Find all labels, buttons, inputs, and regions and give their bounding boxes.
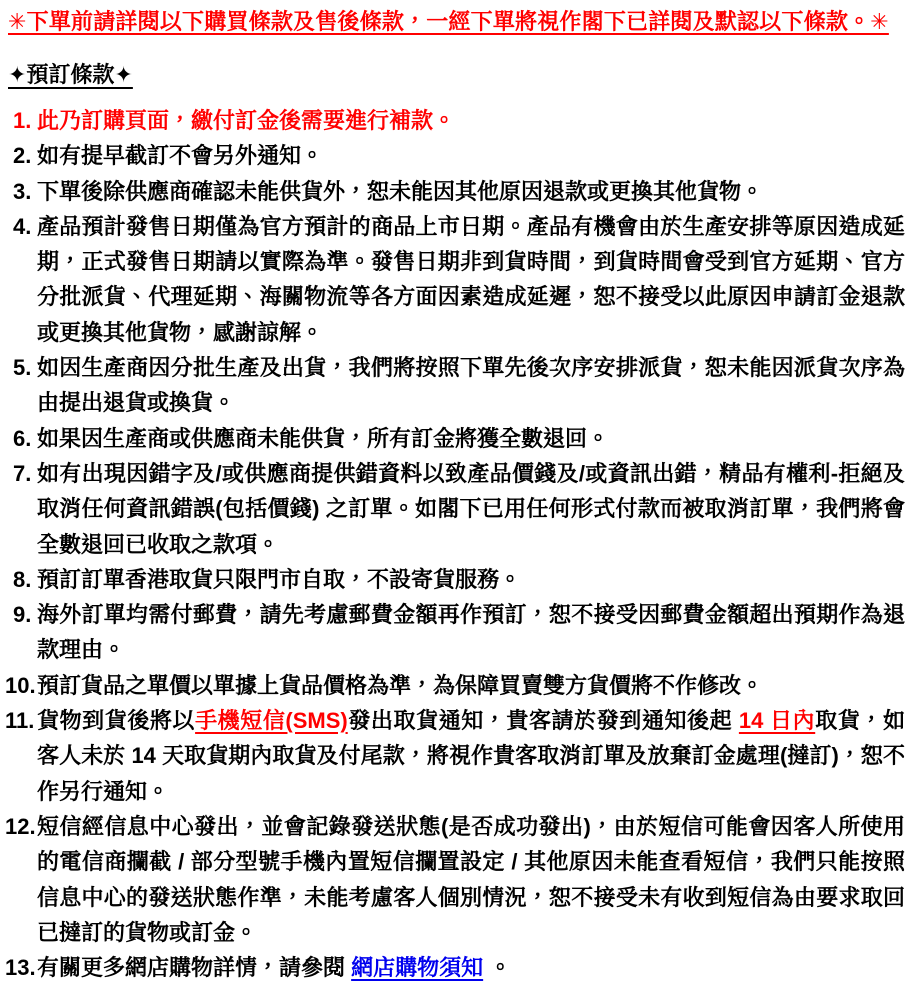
terms-list: [0, 103, 913, 985]
term-item-1: [0, 103, 905, 138]
term-text-10: 預訂貨品之單價以單據上貨品價格為準，為保障買賣雙方貨價將不作修改。: [37, 672, 764, 698]
term-item-13: [0, 950, 905, 985]
pickup-deadline-emphasis: 14 日內: [738, 708, 816, 734]
purchase-notice-text: ✳下單前請詳閱以下購買條款及售後條款，一經下單將視作閣下已詳閱及默認以下條款。✳: [8, 9, 889, 34]
term-item-2: [0, 138, 905, 173]
term-text-13a: 有關更多網店購物詳情，請參閱: [37, 955, 352, 981]
term-item-11: [0, 703, 905, 809]
term-item-12: [0, 809, 905, 950]
term-text-12: 短信經信息中心發出，並會記錄發送狀態(是否成功發出)，由於短信可能會因客人所使用的電信商攔截 / 部分型號手機內置短信攔置設定 / 其他原因未能查看短信，我們只能按照信息中心的發送狀態作準，未能考慮客人個別情況，恕不接受未有收到短信為由要求取回已撻訂的貨物或訂金。: [37, 813, 905, 945]
store-shopping-guide-link[interactable]: 網店購物須知: [351, 955, 484, 981]
term-text-11b: 發出取貨通知，貴客請於發到通知後起: [347, 708, 739, 734]
term-text-2: 如有提早截訂不會另外通知。: [37, 143, 324, 169]
term-text-11c: 取貨，如客人未於 14 天取貨期內取貨及付尾款，將視作貴客取消訂單及放棄訂金處理(撻訂)，恕不作另行通知。: [37, 708, 905, 804]
term-text-5: 如因生產商因分批生產及出貨，我們將按照下單先後次序安排派貨，恕未能因派貨次序為由提出退貨或換貨。: [37, 355, 905, 416]
term-text-4: 產品預計發售日期僅為官方預計的商品上市日期。產品有機會由於生產安排等原因造成延期，正式發售日期請以實際為準。發售日期非到貨時間，到貨時間會受到官方延期、官方分批派貨、代理延期、海關物流等各方面因素造成延遲，恕不接受以此原因申請訂金退款或更換其他貨物，感謝諒解。: [37, 213, 905, 345]
term-item-3: [0, 174, 905, 209]
term-item-7: [0, 456, 905, 562]
term-item-6: [0, 421, 905, 456]
term-item-5: [0, 350, 905, 421]
sms-notice-emphasis: 手機短信(SMS): [195, 708, 348, 734]
preorder-terms-title: [8, 62, 133, 88]
term-text-11a: 貨物到貨後將以: [37, 708, 196, 734]
term-item-9: [0, 597, 905, 668]
term-item-8: [0, 562, 905, 597]
term-text-9: 海外訂單均需付郵費，請先考慮郵費金額再作預訂，恕不接受因郵費金額超出預期作為退款理由。: [37, 602, 905, 663]
term-text-6: 如果因生產商或供應商未能供貨，所有訂金將獲全數退回。: [37, 425, 610, 451]
term-text-1: 此乃訂購頁面，繳付訂金後需要進行補款。: [37, 108, 456, 133]
term-text-8: 預訂訂單香港取貨只限門市自取，不設寄貨服務。: [37, 566, 522, 592]
term-text-3: 下單後除供應商確認未能供貨外，恕未能因其他原因退款或更換其他貨物。: [37, 178, 764, 204]
term-text-7: 如有出現因錯字及/或供應商提供錯資料以致產品價錢及/或資訊出錯，精品有權利-拒絕及取消任何資訊錯誤(包括價錢) 之訂單。如閣下已用任何形式付款而被取消訂單，我們將會全數退回已收取之款項。: [37, 460, 905, 557]
term-item-10: [0, 668, 905, 703]
term-text-13b: 。: [483, 955, 512, 981]
term-item-4: [0, 209, 905, 350]
purchase-notice-banner: [8, 9, 907, 35]
preorder-terms-title-text: ✦預訂條款✦: [8, 62, 133, 87]
